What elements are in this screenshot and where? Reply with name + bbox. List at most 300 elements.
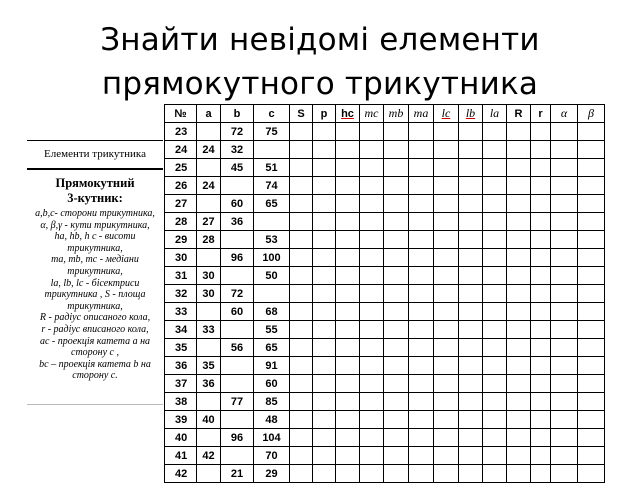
table-cell bbox=[221, 375, 254, 393]
table-cell bbox=[313, 285, 336, 303]
row-number-cell: 24 bbox=[165, 141, 197, 159]
table-cell bbox=[313, 393, 336, 411]
row-number-cell: 26 bbox=[165, 177, 197, 195]
table-row bbox=[165, 447, 605, 465]
table-cell bbox=[459, 357, 483, 375]
table-cell bbox=[360, 321, 384, 339]
table-cell bbox=[221, 447, 254, 465]
sidebar-legend-line: α, β,γ - кути трикутника, bbox=[40, 219, 150, 231]
table-cell bbox=[551, 429, 578, 447]
table-cell bbox=[336, 213, 360, 231]
table-row bbox=[165, 357, 605, 375]
table-cell bbox=[459, 249, 483, 267]
table-cell bbox=[221, 177, 254, 195]
table-cell bbox=[434, 141, 459, 159]
table-cell bbox=[434, 213, 459, 231]
table-cell bbox=[483, 159, 507, 177]
table-cell bbox=[507, 465, 531, 483]
table-cell bbox=[313, 429, 336, 447]
table-cell: 75 bbox=[254, 123, 290, 141]
table-cell bbox=[336, 411, 360, 429]
table-cell bbox=[483, 447, 507, 465]
row-number-cell: 39 bbox=[165, 411, 197, 429]
table-row bbox=[165, 375, 605, 393]
sidebar-legend-line: ac - проекція катета a на bbox=[39, 335, 151, 347]
table-cell bbox=[313, 267, 336, 285]
table-cell bbox=[434, 303, 459, 321]
table-cell bbox=[459, 267, 483, 285]
column-header: α bbox=[551, 105, 578, 123]
table-row bbox=[165, 411, 605, 429]
table-cell bbox=[336, 195, 360, 213]
table-cell bbox=[459, 375, 483, 393]
row-number-cell: 31 bbox=[165, 267, 197, 285]
row-number-cell: 29 bbox=[165, 231, 197, 249]
table-cell: 21 bbox=[221, 465, 254, 483]
table-row bbox=[165, 177, 605, 195]
table-cell bbox=[409, 321, 434, 339]
table-cell bbox=[409, 195, 434, 213]
row-number-cell: 32 bbox=[165, 285, 197, 303]
sidebar-legend-line: трикутника , S - площа bbox=[44, 289, 146, 301]
table-cell: 30 bbox=[197, 285, 221, 303]
table-cell bbox=[459, 411, 483, 429]
table-row bbox=[165, 195, 605, 213]
table-cell bbox=[551, 285, 578, 303]
table-cell bbox=[313, 303, 336, 321]
sidebar-legend-line: ma, mb, mc - медіани bbox=[51, 254, 139, 266]
table-cell bbox=[459, 447, 483, 465]
slide-title-line-2: прямокутного трикутника bbox=[101, 66, 539, 102]
table-cell bbox=[360, 375, 384, 393]
table-cell bbox=[197, 339, 221, 357]
table-cell bbox=[483, 213, 507, 231]
column-header: la bbox=[483, 105, 507, 123]
table-cell bbox=[197, 159, 221, 177]
table-cell: 96 bbox=[221, 249, 254, 267]
table-cell bbox=[507, 447, 531, 465]
table-cell bbox=[313, 195, 336, 213]
sidebar-legend-line: трикутника, bbox=[67, 242, 123, 254]
table-cell bbox=[409, 177, 434, 195]
table-cell bbox=[531, 177, 551, 195]
column-header: mb bbox=[384, 105, 409, 123]
table-cell bbox=[551, 303, 578, 321]
row-number-cell: 36 bbox=[165, 357, 197, 375]
table-cell bbox=[483, 357, 507, 375]
table-cell bbox=[434, 375, 459, 393]
table-cell bbox=[551, 447, 578, 465]
table-cell bbox=[336, 447, 360, 465]
sidebar-legend-line: a,b,c- сторони трикутника, bbox=[35, 208, 155, 219]
table-cell bbox=[336, 429, 360, 447]
table-row bbox=[165, 393, 605, 411]
table-cell bbox=[578, 213, 605, 231]
table-cell bbox=[221, 231, 254, 249]
table-cell bbox=[434, 429, 459, 447]
sidebar-legend bbox=[27, 176, 163, 382]
table-cell bbox=[578, 159, 605, 177]
sidebar-legend-line: r - радіус вписаного кола, bbox=[41, 323, 149, 335]
table-cell bbox=[507, 249, 531, 267]
table-cell bbox=[290, 141, 313, 159]
table-cell bbox=[531, 267, 551, 285]
table-cell bbox=[434, 447, 459, 465]
table-cell bbox=[483, 375, 507, 393]
table-cell bbox=[578, 447, 605, 465]
row-number-cell: 34 bbox=[165, 321, 197, 339]
table-cell bbox=[531, 195, 551, 213]
table-cell bbox=[290, 159, 313, 177]
table-cell: 85 bbox=[254, 393, 290, 411]
table-cell bbox=[290, 393, 313, 411]
sidebar-header: Елементи трикутника bbox=[44, 148, 146, 160]
table-cell bbox=[360, 465, 384, 483]
table-cell bbox=[483, 339, 507, 357]
table-cell bbox=[551, 249, 578, 267]
table-cell bbox=[254, 285, 290, 303]
row-number-cell: 30 bbox=[165, 249, 197, 267]
table-cell bbox=[384, 285, 409, 303]
sidebar-legend-line: трикутника, bbox=[67, 265, 123, 277]
table-cell bbox=[409, 159, 434, 177]
table-cell bbox=[221, 267, 254, 285]
table-cell bbox=[360, 213, 384, 231]
table-cell bbox=[313, 465, 336, 483]
table-cell bbox=[197, 429, 221, 447]
column-header: № bbox=[165, 105, 197, 123]
sidebar-top-divider bbox=[27, 140, 163, 141]
table-cell bbox=[290, 465, 313, 483]
table-cell bbox=[483, 285, 507, 303]
table-cell bbox=[578, 123, 605, 141]
row-number-cell: 33 bbox=[165, 303, 197, 321]
table-cell bbox=[434, 321, 459, 339]
table-cell: 32 bbox=[221, 141, 254, 159]
table-cell bbox=[507, 141, 531, 159]
table-cell: 36 bbox=[221, 213, 254, 231]
table-cell bbox=[459, 429, 483, 447]
table-row bbox=[165, 159, 605, 177]
table-cell: 74 bbox=[254, 177, 290, 195]
table-cell bbox=[384, 123, 409, 141]
table-cell bbox=[434, 249, 459, 267]
table-cell: 91 bbox=[254, 357, 290, 375]
table-cell bbox=[578, 321, 605, 339]
table-cell bbox=[551, 231, 578, 249]
table-row bbox=[165, 429, 605, 447]
table-cell bbox=[507, 123, 531, 141]
table-cell bbox=[313, 159, 336, 177]
table-cell: 48 bbox=[254, 411, 290, 429]
table-cell bbox=[434, 231, 459, 249]
table-cell bbox=[578, 465, 605, 483]
table-cell bbox=[459, 159, 483, 177]
table-cell bbox=[290, 375, 313, 393]
sidebar-header-divider bbox=[27, 168, 163, 170]
table-cell bbox=[409, 429, 434, 447]
table-cell bbox=[336, 141, 360, 159]
table-cell bbox=[483, 123, 507, 141]
column-header: r bbox=[531, 105, 551, 123]
table-cell bbox=[313, 447, 336, 465]
table-cell bbox=[409, 213, 434, 231]
table-cell bbox=[531, 159, 551, 177]
table-cell bbox=[578, 249, 605, 267]
table-cell bbox=[551, 393, 578, 411]
table-cell bbox=[551, 195, 578, 213]
table-cell bbox=[409, 249, 434, 267]
table-cell bbox=[531, 141, 551, 159]
table-cell bbox=[409, 339, 434, 357]
table-row bbox=[165, 141, 605, 159]
table-header-row bbox=[165, 105, 605, 123]
table-cell bbox=[336, 375, 360, 393]
table-cell bbox=[483, 321, 507, 339]
table-cell bbox=[221, 357, 254, 375]
table-cell bbox=[531, 303, 551, 321]
table-cell bbox=[531, 285, 551, 303]
task-table bbox=[164, 104, 605, 483]
table-cell bbox=[336, 267, 360, 285]
table-cell bbox=[360, 249, 384, 267]
table-cell bbox=[290, 123, 313, 141]
table-cell bbox=[336, 123, 360, 141]
slide-title bbox=[0, 18, 640, 106]
table-cell bbox=[384, 213, 409, 231]
sidebar-bottom-divider bbox=[27, 404, 163, 405]
table-cell bbox=[459, 195, 483, 213]
column-header: lb bbox=[459, 105, 483, 123]
table-cell bbox=[531, 213, 551, 231]
table-cell bbox=[409, 285, 434, 303]
table-cell bbox=[384, 141, 409, 159]
table-cell bbox=[409, 303, 434, 321]
table-cell bbox=[336, 285, 360, 303]
table-cell bbox=[578, 177, 605, 195]
table-row bbox=[165, 303, 605, 321]
table-cell: 65 bbox=[254, 195, 290, 213]
table-cell bbox=[459, 123, 483, 141]
table-cell: 55 bbox=[254, 321, 290, 339]
table-cell bbox=[336, 303, 360, 321]
table-cell bbox=[360, 447, 384, 465]
table-cell bbox=[336, 393, 360, 411]
column-header: R bbox=[507, 105, 531, 123]
table-cell bbox=[221, 321, 254, 339]
sidebar-heading-2: 3-кутник: bbox=[67, 191, 123, 205]
table-cell bbox=[384, 339, 409, 357]
table-cell bbox=[360, 411, 384, 429]
table-cell: 65 bbox=[254, 339, 290, 357]
table-cell: 60 bbox=[221, 195, 254, 213]
table-cell bbox=[551, 321, 578, 339]
column-header: β bbox=[578, 105, 605, 123]
table-cell bbox=[459, 141, 483, 159]
table-cell bbox=[360, 429, 384, 447]
table-cell bbox=[290, 231, 313, 249]
table-cell bbox=[360, 303, 384, 321]
column-header: lc bbox=[434, 105, 459, 123]
table-cell: 56 bbox=[221, 339, 254, 357]
table-cell bbox=[551, 123, 578, 141]
table-cell bbox=[507, 195, 531, 213]
table-cell bbox=[531, 231, 551, 249]
table-cell: 30 bbox=[197, 267, 221, 285]
table-cell bbox=[578, 411, 605, 429]
table-cell bbox=[483, 465, 507, 483]
table-cell bbox=[384, 321, 409, 339]
sidebar-heading-1: Прямокутний bbox=[55, 176, 135, 190]
table-cell bbox=[384, 375, 409, 393]
table-cell bbox=[409, 141, 434, 159]
table-cell bbox=[290, 357, 313, 375]
table-cell bbox=[531, 321, 551, 339]
table-cell bbox=[313, 411, 336, 429]
table-cell bbox=[384, 159, 409, 177]
table-cell bbox=[360, 231, 384, 249]
table-cell bbox=[531, 123, 551, 141]
table-cell bbox=[551, 411, 578, 429]
table-cell bbox=[360, 357, 384, 375]
table-cell: 60 bbox=[254, 375, 290, 393]
table-cell bbox=[434, 195, 459, 213]
table-cell bbox=[197, 465, 221, 483]
table-cell: 53 bbox=[254, 231, 290, 249]
table-cell bbox=[313, 141, 336, 159]
table-cell bbox=[313, 321, 336, 339]
column-header: S bbox=[290, 105, 313, 123]
table-cell bbox=[384, 231, 409, 249]
table-cell bbox=[290, 195, 313, 213]
table-cell bbox=[434, 411, 459, 429]
table-cell bbox=[459, 393, 483, 411]
table-cell bbox=[336, 357, 360, 375]
table-cell: 40 bbox=[197, 411, 221, 429]
table-cell bbox=[507, 231, 531, 249]
table-cell bbox=[531, 339, 551, 357]
table-cell bbox=[531, 411, 551, 429]
table-cell bbox=[290, 339, 313, 357]
table-cell bbox=[290, 321, 313, 339]
table-row bbox=[165, 285, 605, 303]
table-cell bbox=[578, 357, 605, 375]
table-cell: 96 bbox=[221, 429, 254, 447]
table-cell bbox=[507, 285, 531, 303]
table-cell bbox=[578, 195, 605, 213]
column-header: b bbox=[221, 105, 254, 123]
table-cell bbox=[459, 321, 483, 339]
table-cell: 72 bbox=[221, 123, 254, 141]
table-cell bbox=[384, 411, 409, 429]
row-number-cell: 23 bbox=[165, 123, 197, 141]
table-cell bbox=[578, 231, 605, 249]
table-cell bbox=[531, 249, 551, 267]
table-cell bbox=[336, 177, 360, 195]
table-cell bbox=[531, 375, 551, 393]
table-cell bbox=[290, 429, 313, 447]
table-cell bbox=[507, 267, 531, 285]
column-header: ma bbox=[409, 105, 434, 123]
table-cell bbox=[409, 465, 434, 483]
table-cell bbox=[290, 447, 313, 465]
table-cell bbox=[531, 357, 551, 375]
table-cell bbox=[483, 429, 507, 447]
table-cell bbox=[507, 177, 531, 195]
table-cell bbox=[551, 357, 578, 375]
table-cell bbox=[336, 321, 360, 339]
table-row bbox=[165, 267, 605, 285]
sidebar-legend-line: трикутника, bbox=[67, 300, 123, 312]
table-cell: 50 bbox=[254, 267, 290, 285]
table-cell: 24 bbox=[197, 177, 221, 195]
table-cell bbox=[360, 123, 384, 141]
table-cell bbox=[290, 303, 313, 321]
row-number-cell: 35 bbox=[165, 339, 197, 357]
table-cell bbox=[360, 267, 384, 285]
table-cell bbox=[384, 249, 409, 267]
table-cell bbox=[551, 267, 578, 285]
table-cell bbox=[434, 267, 459, 285]
table-cell bbox=[313, 231, 336, 249]
column-header: hc bbox=[336, 105, 360, 123]
table-cell: 72 bbox=[221, 285, 254, 303]
sidebar-legend-line: сторону c. bbox=[72, 370, 118, 382]
table-cell bbox=[507, 159, 531, 177]
table-cell bbox=[507, 411, 531, 429]
table-cell bbox=[551, 213, 578, 231]
table-cell bbox=[483, 267, 507, 285]
table-cell bbox=[507, 375, 531, 393]
table-cell bbox=[434, 339, 459, 357]
table-cell bbox=[384, 303, 409, 321]
table-cell bbox=[290, 267, 313, 285]
table-cell bbox=[360, 195, 384, 213]
table-cell: 100 bbox=[254, 249, 290, 267]
table-cell bbox=[409, 447, 434, 465]
table-cell bbox=[578, 303, 605, 321]
table-cell bbox=[197, 249, 221, 267]
table-cell bbox=[459, 213, 483, 231]
table-cell: 36 bbox=[197, 375, 221, 393]
table-cell bbox=[290, 411, 313, 429]
table-row bbox=[165, 123, 605, 141]
row-number-cell: 38 bbox=[165, 393, 197, 411]
table-cell bbox=[434, 465, 459, 483]
table-cell bbox=[360, 177, 384, 195]
table-cell bbox=[434, 357, 459, 375]
table-cell bbox=[384, 447, 409, 465]
table-cell bbox=[434, 159, 459, 177]
table-cell bbox=[290, 249, 313, 267]
table-cell bbox=[531, 465, 551, 483]
table-cell bbox=[360, 285, 384, 303]
table-cell bbox=[313, 177, 336, 195]
table-cell bbox=[551, 465, 578, 483]
table-cell bbox=[409, 411, 434, 429]
column-header: c bbox=[254, 105, 290, 123]
table-cell bbox=[336, 339, 360, 357]
table-cell bbox=[531, 447, 551, 465]
table-cell bbox=[409, 267, 434, 285]
sidebar-legend-line: R - радіус описаного кола, bbox=[39, 312, 151, 324]
table-cell: 28 bbox=[197, 231, 221, 249]
table-cell bbox=[434, 123, 459, 141]
table-row bbox=[165, 321, 605, 339]
sidebar-legend-line: la, lb, lc - бісектриси bbox=[50, 277, 140, 289]
table-row bbox=[165, 249, 605, 267]
column-header: a bbox=[197, 105, 221, 123]
